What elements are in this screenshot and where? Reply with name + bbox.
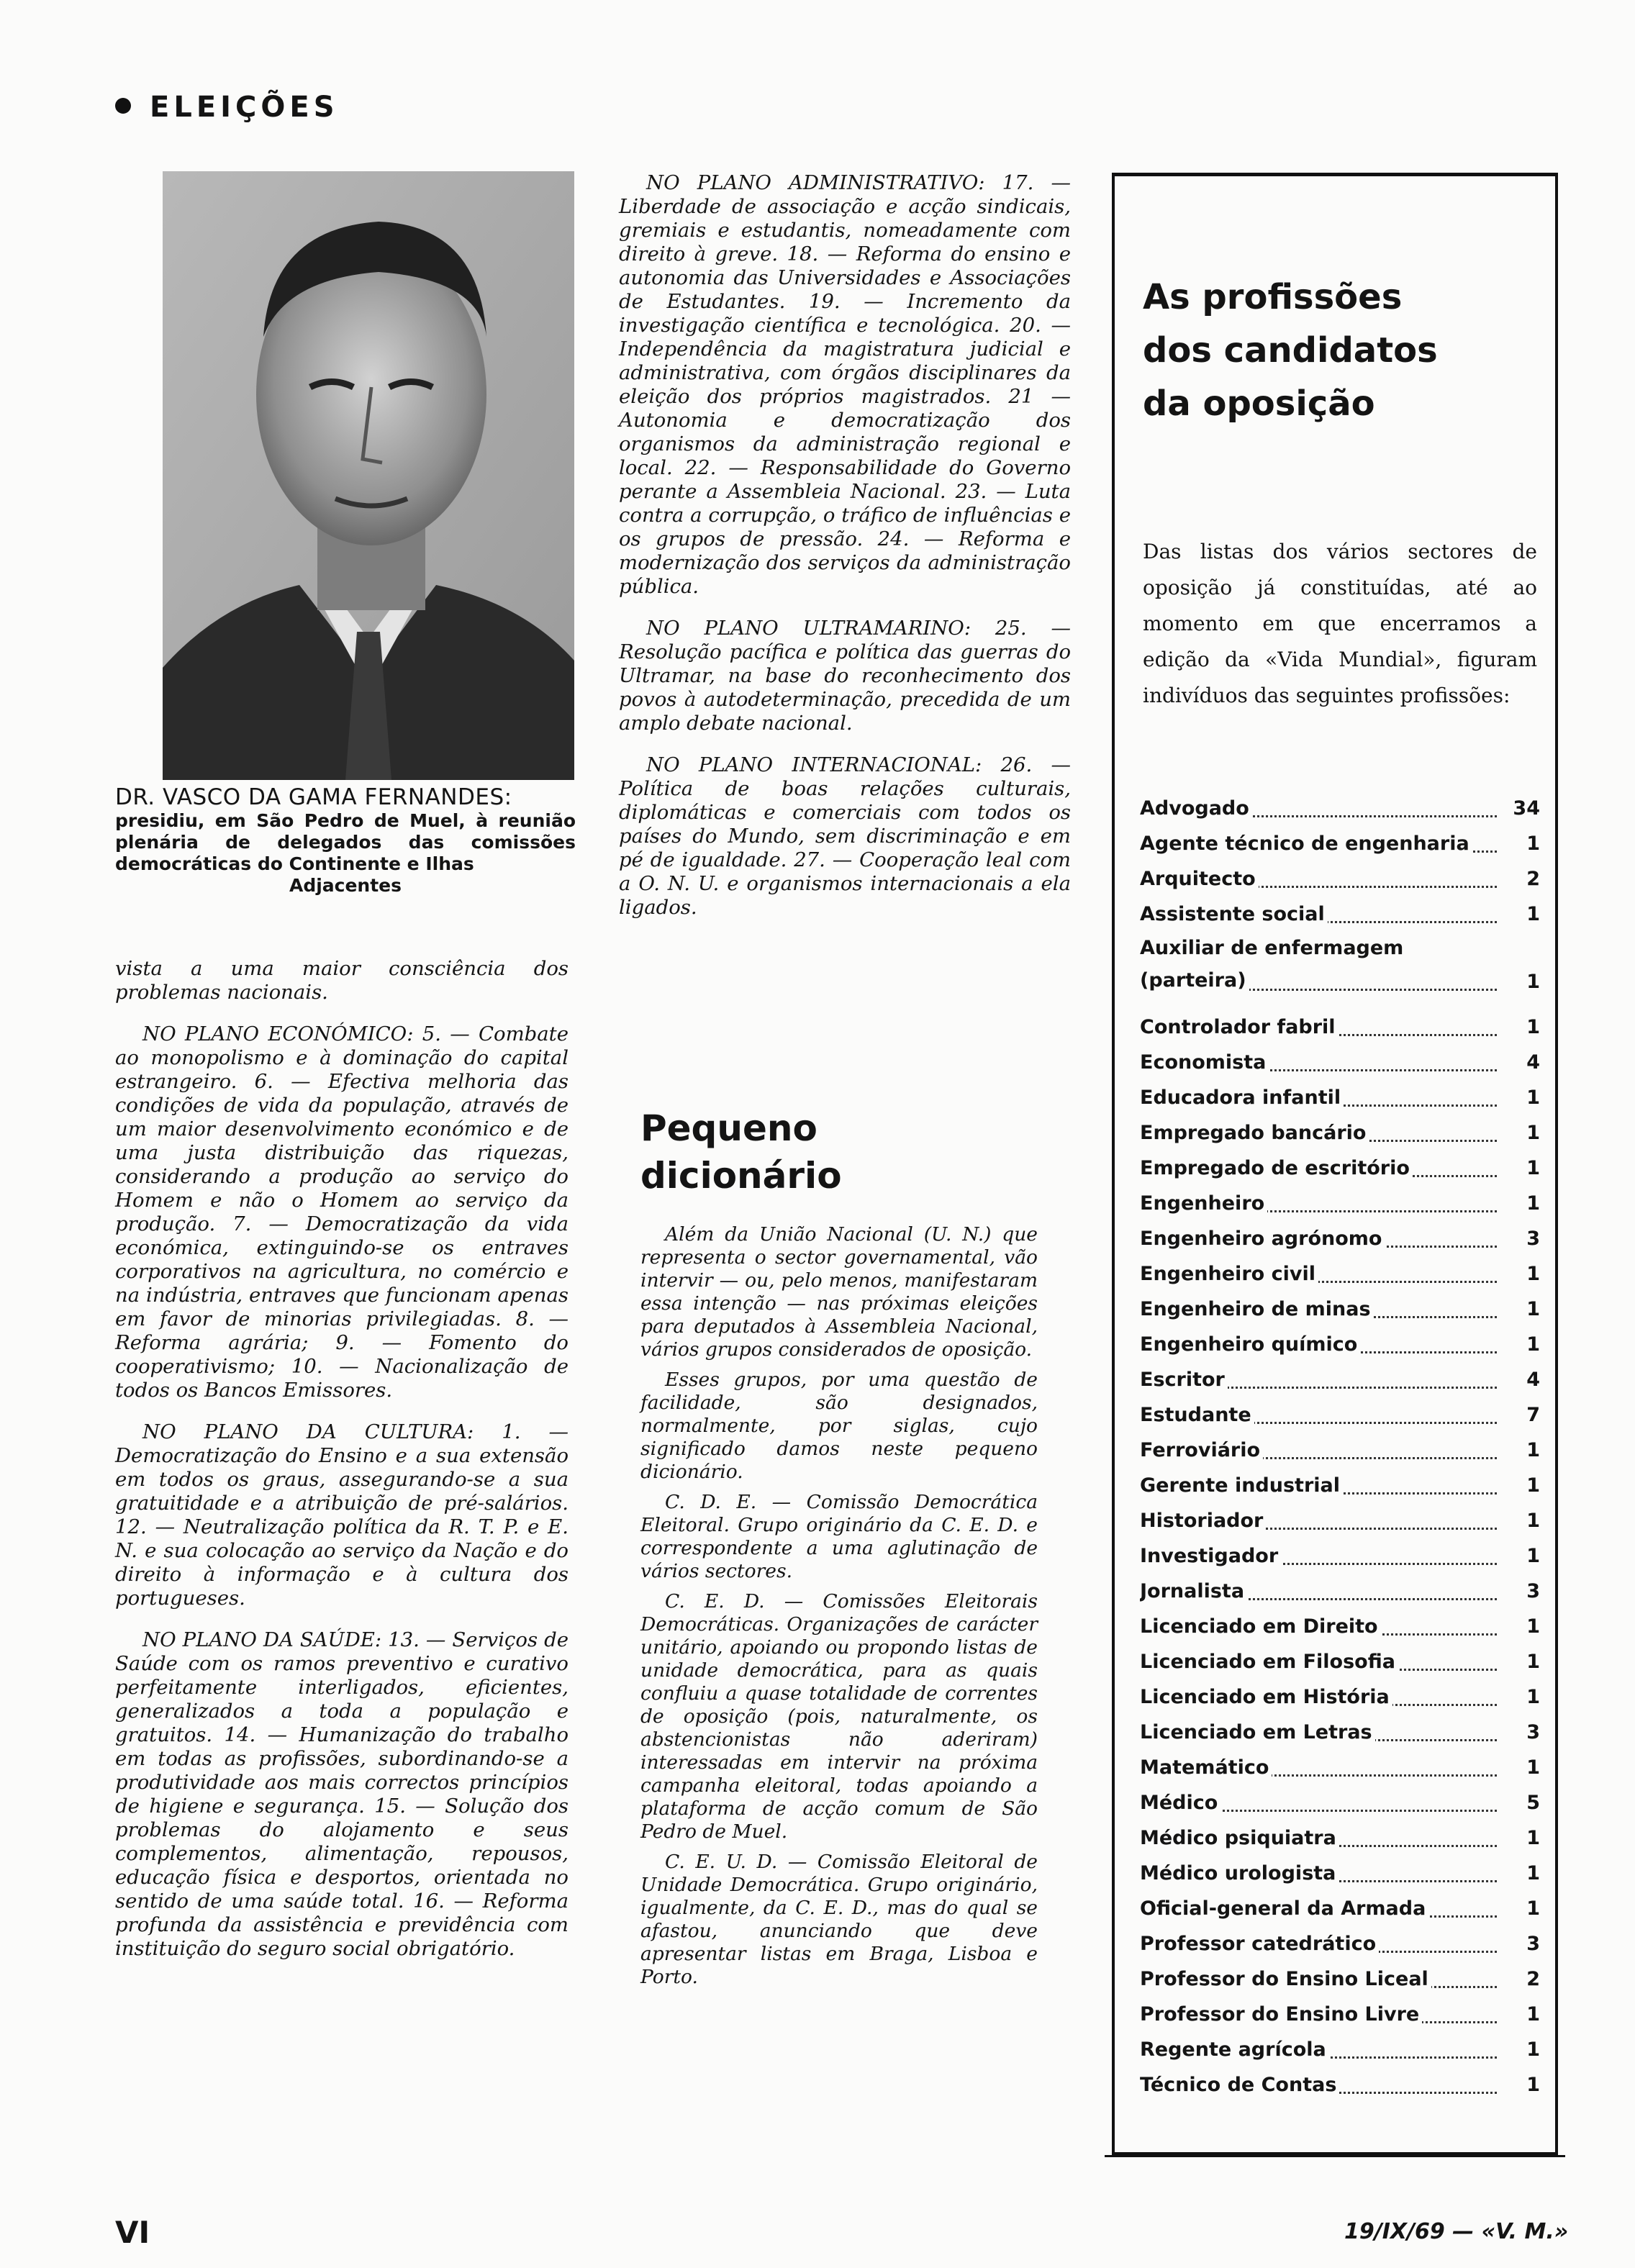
profession-label: Empregado de escritório bbox=[1140, 1157, 1413, 1179]
profession-count: 1 bbox=[1526, 1474, 1540, 1497]
profession-label-wrap bbox=[1140, 791, 1540, 826]
profession-count: 1 bbox=[1526, 1087, 1540, 1109]
profession-label-wrap bbox=[1140, 1397, 1540, 1433]
paragraph: NO PLANO DA CULTURA: 1. — Democratização do Ensino e a sua extensão em todos os graus, assegurando-se a sua gratuitidade e a atribuição de pré-salários. 12. — Neutralização política da R. T. P. e E. N. e sua colocação ao serviço da Nação e do direito à informação e à cultura dos portugueses. bbox=[115, 1420, 569, 1610]
profession-label: Regente agrícola bbox=[1140, 2038, 1329, 2061]
profession-label: Engenheiro químico bbox=[1140, 1333, 1360, 1356]
profession-row bbox=[1140, 2067, 1540, 2103]
caption-body bbox=[115, 810, 576, 897]
profession-count: 1 bbox=[1526, 1298, 1540, 1320]
article-column-1 bbox=[115, 957, 569, 1979]
profession-row bbox=[1140, 1574, 1540, 1609]
photo-caption bbox=[115, 784, 576, 897]
profession-count: 2 bbox=[1526, 1968, 1540, 1990]
paragraph: NO PLANO ADMINISTRATIVO: 17. — Liberdade de associação e acção sindicais, gremiais e estudantis, nomeadamente com direito à greve. 18. — Reforma do ensino e autonomia das Universidades e Associações de Estudantes. 19. — Incremento da investigação científica e tecnológica. 20. — Independência da magistratura judicial e administrativa, com órgãos disciplinares da eleição dos próprios magistrados. 21 — Autonomia e democratização dos organismos da administração regional e local. 22. — Responsabilidade do Governo perante a Assembleia Nacional. 23. — Luta contra a corrupção, o tráfico de influências e os grupos de pressão. 24. — Reforma e modernização dos serviços da administração pública. bbox=[619, 171, 1071, 598]
paragraph: C. D. E. — Comissão Democrática Eleitoral. Grupo originário da C. E. D. e correspondente a uma aglutinação de vários sectores. bbox=[640, 1491, 1038, 1582]
profession-label-wrap bbox=[1140, 1292, 1540, 1327]
profession-label-wrap bbox=[1140, 2067, 1540, 2103]
profession-row bbox=[1140, 1362, 1540, 1397]
paragraph: NO PLANO ULTRAMARINO: 25. — Resolução pacífica e política das guerras do Ultramar, na base do reconhecimento dos povos à autodeterminação, precedida de um amplo debate nacional. bbox=[619, 617, 1071, 735]
profession-label: Licenciado em História bbox=[1140, 1686, 1392, 1708]
profession-count: 1 bbox=[1526, 1439, 1540, 1461]
profession-label: Engenheiro civil bbox=[1140, 1263, 1318, 1285]
list-gap bbox=[1140, 999, 1540, 1010]
profession-count: 1 bbox=[1526, 2074, 1540, 2096]
paragraph: NO PLANO ECONÓMICO: 5. — Combate ao monopolismo e à dominação do capital estrangeiro. 6. — Efectiva melhoria das condições de vida da população, através de um maior desenvolvimento económico e de uma justa distribuição das riquezas, considerando a produção ao serviço do Homem e não o Homem ao serviço da produção. 7. — Democratização da vida económica, extinguindo-se os entraves corporativos na agricultura, no comércio e na indústria, entraves que funcionam apenas em favor de minorias privilegiadas. 8. — Reforma agrária; 9. — Fomento do cooperativismo; 10. — Nacionalização de todos os Bancos Emissores. bbox=[115, 1022, 569, 1402]
dictionary-title-line: dicionário bbox=[640, 1155, 842, 1197]
profession-label: Licenciado em Direito bbox=[1140, 1615, 1381, 1638]
profession-label: Engenheiro agrónomo bbox=[1140, 1228, 1385, 1250]
profession-row bbox=[1140, 1856, 1540, 1891]
profession-label: Assistente social bbox=[1140, 903, 1328, 925]
profession-row bbox=[1140, 1891, 1540, 1926]
profession-row bbox=[1140, 932, 1540, 999]
profession-label: Médico bbox=[1140, 1792, 1220, 1814]
profession-row bbox=[1140, 1926, 1540, 1961]
paragraph: C. E. U. D. — Comissão Eleitoral de Unidade Democrática. Grupo originário, igualmente, da C. E. D., mas do qual se afastou, anunciando que deve apresentar listas em Braga, Lisboa e Porto. bbox=[640, 1851, 1038, 1988]
issue-date: 19/IX/69 — «V. M.» bbox=[1344, 2219, 1569, 2244]
profession-row bbox=[1140, 1997, 1540, 2032]
profession-label: Educadora infantil bbox=[1140, 1087, 1344, 1109]
profession-count: 1 bbox=[1526, 1651, 1540, 1673]
profession-label-wrap bbox=[1140, 1010, 1540, 1045]
paragraph: Esses grupos, por uma questão de facilidade, são designados, normalmente, por siglas, cujo significado damos neste pequeno dicionário. bbox=[640, 1369, 1038, 1483]
profession-label-wrap bbox=[1140, 826, 1540, 861]
profession-count: 1 bbox=[1526, 1686, 1540, 1708]
profession-label: Controlador fabril bbox=[1140, 1016, 1339, 1038]
profession-row bbox=[1140, 1080, 1540, 1115]
caption-text: presidiu, em São Pedro de Muel, à reunião plenária de delegados das comissões democráticas do Continente e Ilhas bbox=[115, 810, 576, 874]
profession-label: Professor catedrático bbox=[1140, 1933, 1379, 1955]
professions-list bbox=[1140, 791, 1540, 2103]
profession-count: 5 bbox=[1526, 1792, 1540, 1814]
profession-row bbox=[1140, 1715, 1540, 1750]
profession-row bbox=[1140, 897, 1540, 932]
profession-label-wrap bbox=[1140, 1891, 1540, 1926]
profession-row bbox=[1140, 2032, 1540, 2067]
profession-count: 1 bbox=[1526, 1192, 1540, 1215]
profession-row bbox=[1140, 1468, 1540, 1503]
profession-row bbox=[1140, 1256, 1540, 1292]
profession-label: Professor do Ensino Livre bbox=[1140, 2003, 1422, 2026]
box-title-line: dos candidatos bbox=[1143, 330, 1438, 371]
profession-count: 3 bbox=[1526, 1580, 1540, 1602]
profession-label: Economista bbox=[1140, 1051, 1269, 1074]
page-number: VI bbox=[115, 2215, 150, 2250]
profession-row bbox=[1140, 1115, 1540, 1151]
profession-row bbox=[1140, 1151, 1540, 1186]
profession-label: Gerente industrial bbox=[1140, 1474, 1343, 1497]
profession-label: Médico urologista bbox=[1140, 1862, 1339, 1884]
box-title bbox=[1143, 271, 1517, 430]
profession-row bbox=[1140, 1820, 1540, 1856]
profession-row bbox=[1140, 791, 1540, 826]
profession-row bbox=[1140, 1750, 1540, 1785]
profession-count: 1 bbox=[1526, 903, 1540, 925]
profession-count: 1 bbox=[1526, 1756, 1540, 1779]
profession-row bbox=[1140, 1503, 1540, 1538]
paragraph: NO PLANO DA SAÚDE: 13. — Serviços de Saúde com os ramos preventivo e curativo perfeitamente interligados, eficientes, generalizados a toda a população e gratuitos. 14. — Humanização do trabalho em todas as profissões, subordinando-se a produtividade aos mais correctos princípios de higiene e segurança. 15. — Solução dos problemas do alojamento e seus complementos, alimentação, repousos, educação física e desportos, orientada no sentido de uma saúde total. 16. — Reforma profunda da assistência e previdência com instituição do seguro social obrigatório. bbox=[115, 1628, 569, 1960]
profession-row bbox=[1140, 1644, 1540, 1679]
profession-count: 1 bbox=[1526, 2038, 1540, 2061]
profession-label-wrap bbox=[1140, 1186, 1540, 1221]
profession-label: Estudante bbox=[1140, 1404, 1254, 1426]
profession-label: Auxiliar de enfermagem (parteira) bbox=[1140, 937, 1404, 992]
profession-row bbox=[1140, 1221, 1540, 1256]
profession-label-wrap bbox=[1140, 1151, 1540, 1186]
profession-count: 3 bbox=[1526, 1721, 1540, 1743]
profession-label: Engenheiro de minas bbox=[1140, 1298, 1374, 1320]
profession-label: Arquitecto bbox=[1140, 868, 1259, 890]
profession-count: 1 bbox=[1526, 1615, 1540, 1638]
profession-label: Licenciado em Filosofia bbox=[1140, 1651, 1398, 1673]
profession-label-wrap bbox=[1140, 1785, 1540, 1820]
profession-label-wrap bbox=[1140, 1327, 1540, 1362]
profession-label: Médico psiquiatra bbox=[1140, 1827, 1339, 1849]
section-header bbox=[115, 91, 339, 124]
profession-label: Advogado bbox=[1140, 797, 1252, 820]
profession-label-wrap bbox=[1140, 1503, 1540, 1538]
profession-row bbox=[1140, 861, 1540, 897]
box-bottom-rule bbox=[1105, 2155, 1565, 2157]
profession-row bbox=[1140, 1679, 1540, 1715]
profession-count: 34 bbox=[1513, 797, 1540, 820]
profession-label-wrap bbox=[1140, 861, 1540, 897]
profession-label-wrap bbox=[1140, 2032, 1540, 2067]
profession-count: 1 bbox=[1526, 1862, 1540, 1884]
profession-label-wrap bbox=[1140, 1538, 1540, 1574]
profession-count: 1 bbox=[1526, 833, 1540, 855]
profession-label-wrap bbox=[1140, 1468, 1540, 1503]
dictionary-title-line: Pequeno bbox=[640, 1107, 818, 1149]
profession-label-wrap bbox=[1140, 1045, 1540, 1080]
profession-label-wrap bbox=[1140, 1115, 1540, 1151]
profession-label-wrap bbox=[1140, 1715, 1540, 1750]
profession-label-wrap bbox=[1140, 1574, 1540, 1609]
caption-name: DR. VASCO DA GAMA FERNANDES: bbox=[115, 784, 512, 810]
profession-row bbox=[1140, 1186, 1540, 1221]
profession-label-wrap bbox=[1140, 1856, 1540, 1891]
profession-label: Ferroviário bbox=[1140, 1439, 1263, 1461]
box-title-line: As profissões bbox=[1143, 277, 1403, 317]
profession-label-wrap bbox=[1140, 1644, 1540, 1679]
profession-count: 1 bbox=[1526, 1897, 1540, 1920]
caption-last: Adjacentes bbox=[289, 875, 402, 896]
profession-row bbox=[1140, 1010, 1540, 1045]
profession-row bbox=[1140, 1609, 1540, 1644]
profession-label: Licenciado em Letras bbox=[1140, 1721, 1375, 1743]
profession-row bbox=[1140, 1327, 1540, 1362]
profession-label: Matemático bbox=[1140, 1756, 1272, 1779]
profession-label-wrap bbox=[1140, 1961, 1540, 1997]
profession-row bbox=[1140, 1785, 1540, 1820]
profession-count: 4 bbox=[1526, 1369, 1540, 1391]
profession-count: 3 bbox=[1526, 1933, 1540, 1955]
portrait-photo bbox=[163, 171, 574, 780]
profession-label: Oficial-general da Armada bbox=[1140, 1897, 1428, 1920]
profession-count: 1 bbox=[1526, 1545, 1540, 1567]
dictionary-title bbox=[640, 1104, 856, 1199]
profession-row bbox=[1140, 1961, 1540, 1997]
profession-label-wrap bbox=[1140, 1256, 1540, 1292]
profession-count: 1 bbox=[1526, 1157, 1540, 1179]
box-intro: Das listas dos vários sectores de oposição já constituídas, até ao momento em que encerramos a edição da «Vida Mundial», figuram indivíduos das seguintes profissões: bbox=[1143, 540, 1537, 707]
profession-row bbox=[1140, 1538, 1540, 1574]
dictionary-body bbox=[640, 1223, 1038, 1996]
paragraph: NO PLANO INTERNACIONAL: 26. — Política de boas relações culturais, diplomáticas e comerciais com todos os países do Mundo, sem discriminação e em pé de igualdade. 27. — Cooperação leal com a O. N. U. e organismos internacionais a ela ligados. bbox=[619, 753, 1071, 919]
portrait-image bbox=[163, 171, 574, 780]
paragraph: vista a uma maior consciência dos problemas nacionais. bbox=[115, 957, 569, 1004]
profession-label: Historiador bbox=[1140, 1510, 1266, 1532]
profession-label-wrap bbox=[1140, 1679, 1540, 1715]
profession-row bbox=[1140, 1045, 1540, 1080]
profession-count: 1 bbox=[1526, 1510, 1540, 1532]
profession-count: 7 bbox=[1526, 1404, 1540, 1426]
profession-label-wrap bbox=[1140, 1609, 1540, 1644]
profession-label: Agente técnico de engenharia bbox=[1140, 833, 1472, 855]
profession-count: 1 bbox=[1526, 1263, 1540, 1285]
paragraph: C. E. D. — Comissões Eleitorais Democráticas. Organizações de carácter unitário, apoiando ou propondo listas de unidade democrática, para as quais confluiu a quase totalidade de correntes de oposição (pois, naturalmente, os abstencionistas não aderiram) interessadas em intervir na próxima campanha eleitoral, todas apoiando a plataforma de acção comum de São Pedro de Muel. bbox=[640, 1590, 1038, 1843]
profession-label: Técnico de Contas bbox=[1140, 2074, 1339, 2096]
profession-label-wrap bbox=[1140, 1750, 1540, 1785]
profession-count: 1 bbox=[1526, 971, 1540, 993]
bullet-icon bbox=[115, 98, 131, 114]
profession-label: Investigador bbox=[1140, 1545, 1281, 1567]
article-column-2 bbox=[619, 171, 1071, 938]
section-title: ELEIÇÕES bbox=[150, 91, 339, 124]
profession-count: 1 bbox=[1526, 1827, 1540, 1849]
profession-label-wrap bbox=[1140, 1926, 1540, 1961]
profession-row bbox=[1140, 1292, 1540, 1327]
profession-label-wrap bbox=[1140, 897, 1540, 932]
profession-count: 1 bbox=[1526, 2003, 1540, 2026]
profession-label-wrap bbox=[1140, 1221, 1540, 1256]
profession-label: Professor do Ensino Liceal bbox=[1140, 1968, 1431, 1990]
profession-count: 1 bbox=[1526, 1122, 1540, 1144]
profession-count: 1 bbox=[1526, 1333, 1540, 1356]
profession-count: 2 bbox=[1526, 868, 1540, 890]
profession-row bbox=[1140, 826, 1540, 861]
profession-row bbox=[1140, 1433, 1540, 1468]
box-title-line: da oposição bbox=[1143, 384, 1375, 424]
profession-label-wrap bbox=[1140, 1433, 1540, 1468]
profession-label-wrap bbox=[1140, 1080, 1540, 1115]
profession-label-wrap bbox=[1140, 1997, 1540, 2032]
profession-label: Empregado bancário bbox=[1140, 1122, 1369, 1144]
profession-count: 1 bbox=[1526, 1016, 1540, 1038]
profession-row bbox=[1140, 1397, 1540, 1433]
profession-count: 4 bbox=[1526, 1051, 1540, 1074]
profession-label: Escritor bbox=[1140, 1369, 1228, 1391]
profession-label-wrap bbox=[1140, 1362, 1540, 1397]
profession-label-wrap bbox=[1140, 1820, 1540, 1856]
profession-count: 3 bbox=[1526, 1228, 1540, 1250]
profession-label-wrap bbox=[1140, 932, 1540, 997]
profession-label: Jornalista bbox=[1140, 1580, 1247, 1602]
profession-label: Engenheiro bbox=[1140, 1192, 1267, 1215]
paragraph: Além da União Nacional (U. N.) que representa o sector governamental, vão intervir — ou, pelo menos, manifestaram essa intenção — nas próximas eleições para deputados à Assembleia Nacional, vários grupos considerados de oposição. bbox=[640, 1223, 1038, 1361]
